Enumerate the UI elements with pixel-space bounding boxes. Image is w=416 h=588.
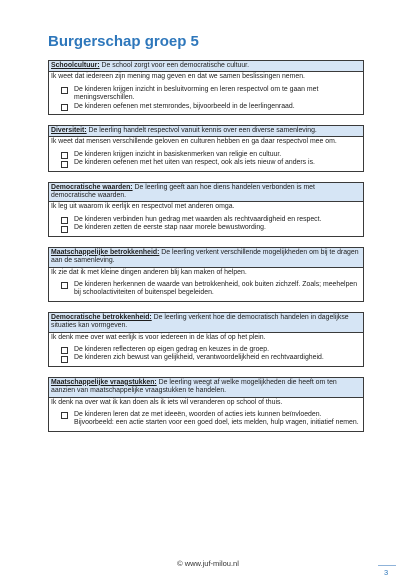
section-header — [49, 61, 363, 72]
section-intro — [49, 72, 363, 114]
section-header — [49, 313, 363, 333]
list-item — [51, 411, 361, 428]
goal-list — [51, 342, 361, 363]
section-label: Maatschappelijke betrokkenheid: — [51, 248, 160, 256]
section-header — [49, 126, 363, 137]
section-democratische-betrokkenheid — [48, 312, 364, 367]
intro-text: Ik weet dat iedereen zijn mening mag geven en dat we samen beslissingen nemen. — [51, 73, 305, 81]
list-item-text: De kinderen zich bewust van gelijkheid, verantwoordelijkheid en rechtvaardigheid. — [74, 354, 324, 362]
checkbox-icon[interactable] — [61, 161, 68, 168]
checkbox-icon[interactable] — [61, 356, 68, 363]
goal-list — [51, 212, 361, 233]
section-description: De leerling handelt respectvol vanuit kennis over een diverse samenleving. — [86, 127, 317, 135]
list-item — [51, 216, 361, 224]
goal-list — [51, 277, 361, 298]
list-item-text: De kinderen krijgen inzicht in basiskenmerken van religie en cultuur. — [74, 150, 282, 158]
checkbox-icon[interactable] — [61, 87, 68, 94]
list-item-text: De kinderen krijgen inzicht in besluitvorming en leren respectvol om te gaan met meningsverschillen. — [74, 85, 319, 102]
footer-copyright: © www.juf-milou.nl — [177, 559, 239, 568]
section-header — [49, 378, 363, 398]
intro-text: Ik denk mee over wat eerlijk is voor iedereen in de klas of op het plein. — [51, 333, 266, 341]
sections-container — [48, 60, 364, 442]
section-description: De leerling verkent verschillende mogelijkheden om bij te dragen aan de samenleving. — [51, 248, 359, 265]
section-intro — [49, 398, 363, 431]
intro-text: Ik denk na over wat ik kan doen als ik iets wil veranderen op school of thuis. — [51, 398, 283, 406]
list-item-text: De kinderen oefenen met stemrondes, bijvoorbeeld in de leerlingenraad. — [74, 102, 295, 110]
list-item-text: De kinderen reflecteren op eigen gedrag en keuzes in de groep. — [74, 345, 269, 353]
section-intro — [49, 202, 363, 235]
checkbox-icon[interactable] — [61, 217, 68, 224]
checkbox-icon[interactable] — [61, 347, 68, 354]
section-description: De school zorgt voor een democratische cultuur. — [99, 62, 249, 69]
list-item — [51, 159, 361, 167]
section-maatschappelijke-vraagstukken — [48, 377, 364, 432]
section-label: Diversiteit: — [51, 127, 87, 135]
section-label: Democratische waarden: — [51, 183, 133, 191]
goal-list — [51, 147, 361, 168]
section-schoolcultuur — [48, 60, 364, 115]
section-intro — [49, 268, 363, 301]
list-item-text: De kinderen oefenen met het uiten van respect, ook als iets nieuw of anders is. — [74, 159, 315, 167]
section-label: Schoolcultuur: — [51, 62, 100, 69]
checkbox-icon[interactable] — [61, 282, 68, 289]
list-item — [51, 103, 361, 111]
list-item — [51, 354, 361, 362]
page-number: 3 — [384, 568, 389, 577]
checkbox-icon[interactable] — [61, 412, 68, 419]
section-maatschappelijke-betrokkenheid — [48, 247, 364, 302]
page-number-rule — [378, 565, 396, 566]
intro-text: Ik weet dat mensen verschillende geloven en culturen hebben en ga daar respectvol mee om. — [51, 138, 337, 146]
list-item — [51, 281, 361, 298]
section-header — [49, 183, 363, 203]
section-label: Democratische betrokkenheid: — [51, 313, 152, 321]
section-intro — [49, 333, 363, 366]
list-item-text: De kinderen verbinden hun gedrag met waarden als rechtvaardigheid en respect. — [74, 215, 322, 223]
section-intro — [49, 137, 363, 170]
section-democratische-waarden — [48, 182, 364, 237]
intro-text: Ik zie dat ik met kleine dingen anderen blij kan maken of helpen. — [51, 268, 247, 276]
checkbox-icon[interactable] — [61, 226, 68, 233]
section-diversiteit — [48, 125, 364, 172]
section-label: Maatschappelijke vraagstukken: — [51, 378, 157, 386]
goal-list — [51, 407, 361, 428]
section-description: De leerling geeft aan hoe diens handelen verbonden is met democratische waarden. — [51, 183, 315, 200]
section-header — [49, 248, 363, 268]
section-description: De leerling verkent hoe die democratisch handelen in dagelijkse situaties kan vormgeven. — [51, 313, 349, 330]
goal-list — [51, 82, 361, 111]
list-item — [51, 86, 361, 103]
section-description: De leerling weegt af welke mogelijkheden die heeft om ten aanzien van maatschappelijke vraagstukken te handelen. — [51, 378, 337, 395]
page-title: Burgerschap groep 5 — [48, 33, 199, 50]
checkbox-icon[interactable] — [61, 152, 68, 159]
list-item — [51, 346, 361, 354]
list-item-text: De kinderen herkennen de waarde van betrokkenheid, ook buiten zichzelf. Zoals; meehelpen bij schoolactiviteiten of buitenspel begeleiden. — [74, 280, 358, 297]
intro-text: Ik leg uit waarom ik eerlijk en respectvol met anderen omga. — [51, 203, 235, 211]
list-item-text: De kinderen zetten de eerste stap naar morele bewustwording. — [74, 224, 266, 232]
list-item-text: De kinderen leren dat ze met ideeën, woorden of acties iets kunnen beïnvloeden. Bijvoorbeeld: een actie starten voor een goed doel, iets melden, hulp vragen, initiatief nemen. — [74, 410, 359, 427]
list-item — [51, 224, 361, 232]
list-item — [51, 151, 361, 159]
checkbox-icon[interactable] — [61, 104, 68, 111]
